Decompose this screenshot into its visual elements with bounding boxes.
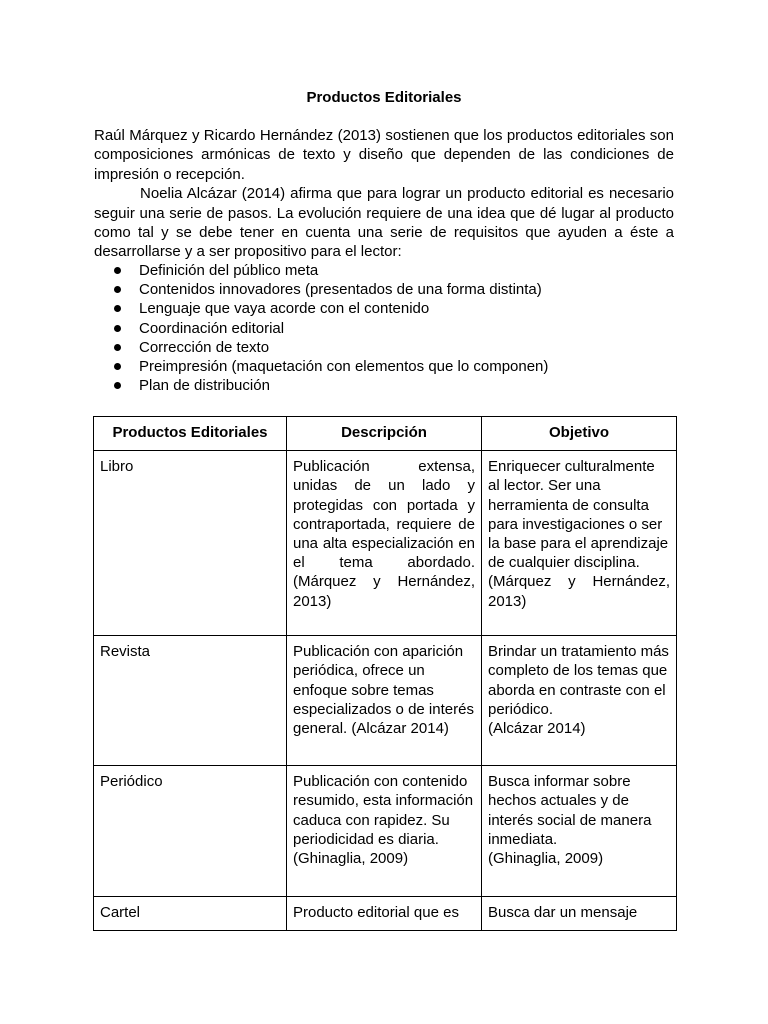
- objective-citation: (Alcázar 2014): [488, 720, 586, 738]
- page-title: Productos Editoriales: [306, 89, 462, 106]
- product-cell: Libro: [94, 451, 287, 636]
- bullet-icon: [114, 382, 121, 389]
- objective-cell: [482, 451, 677, 636]
- list-item: Contenidos innovadores (presentados de una forma distinta): [94, 280, 674, 299]
- product-cell: Periódico: [94, 766, 287, 897]
- objective-citation: (Márquez y Hernández, 2013): [488, 573, 670, 610]
- table-row: [94, 897, 677, 931]
- column-header-objective: Objetivo: [482, 417, 677, 451]
- product-cell: Revista: [94, 636, 287, 766]
- table-row: [94, 636, 677, 766]
- description-cell: Publicación con aparición periódica, ofrece un enfoque sobre temas especializados o de interés general. (Alcázar 2014): [287, 636, 482, 766]
- list-item: Lenguaje que vaya acorde con el contenido: [94, 299, 674, 318]
- requirements-list: [94, 261, 674, 395]
- bullet-icon: [114, 363, 121, 370]
- intro-text: [94, 126, 674, 262]
- objective-cell: [482, 897, 677, 931]
- table-header-row: [94, 417, 677, 451]
- paragraph-alcazar: Noelia Alcázar (2014) afirma que para lograr un producto editorial es necesario seguir una serie de pasos. La evolución requiere de una idea que dé lugar al producto como tal y se debe tener en cuenta una serie de requisitos que ayuden a éste a desarrollarse y a ser propositivo para el lector:: [94, 185, 674, 261]
- bullet-icon: [114, 267, 121, 274]
- objective-text: Enriquecer culturalmente al lector. Ser una herramienta de consulta para investigaciones o ser la base para el aprendizaje de cualquier disciplina.: [488, 458, 669, 572]
- description-cell: Publicación extensa, unidas de un lado y protegidas con portada y contraportada, requiere de una alta especialización en el tema abordado. (Márquez y Hernández, 2013): [287, 451, 482, 636]
- objective-citation: (Ghinaglia, 2009): [488, 850, 604, 868]
- bullet-icon: [114, 286, 121, 293]
- description-cell: Producto editorial que es: [287, 897, 482, 931]
- description-cell: Publicación con contenido resumido, esta información caduca con rapidez. Su periodicidad es diaria. (Ghinaglia, 2009): [287, 766, 482, 897]
- column-header-description: Descripción: [287, 417, 482, 451]
- products-table: [93, 416, 677, 931]
- product-cell: Cartel: [94, 897, 287, 931]
- objective-cell: [482, 766, 677, 897]
- objective-text: Busca dar un mensaje: [488, 904, 638, 922]
- objective-text: Brindar un tratamiento más completo de los temas que aborda en contraste con el periódico.: [488, 643, 669, 718]
- list-item: Plan de distribución: [94, 376, 674, 395]
- list-item: Corrección de texto: [94, 338, 674, 357]
- bullet-icon: [114, 325, 121, 332]
- bullet-icon: [114, 344, 121, 351]
- bullet-icon: [114, 305, 121, 312]
- column-header-product: Productos Editoriales: [94, 417, 287, 451]
- list-item: Preimpresión (maquetación con elementos que lo componen): [94, 357, 674, 376]
- table-row: [94, 451, 677, 636]
- paragraph-marquez-hernandez: Raúl Márquez y Ricardo Hernández (2013) sostienen que los productos editoriales son composiciones armónicas de texto y diseño que dependen de las condiciones de impresión o recepción.: [94, 127, 674, 183]
- table-row: [94, 766, 677, 897]
- objective-cell: [482, 636, 677, 766]
- objective-text: Busca informar sobre hechos actuales y de interés social de manera inmediata.: [488, 773, 652, 848]
- list-item: Definición del público meta: [94, 261, 674, 280]
- list-item: Coordinación editorial: [94, 319, 674, 338]
